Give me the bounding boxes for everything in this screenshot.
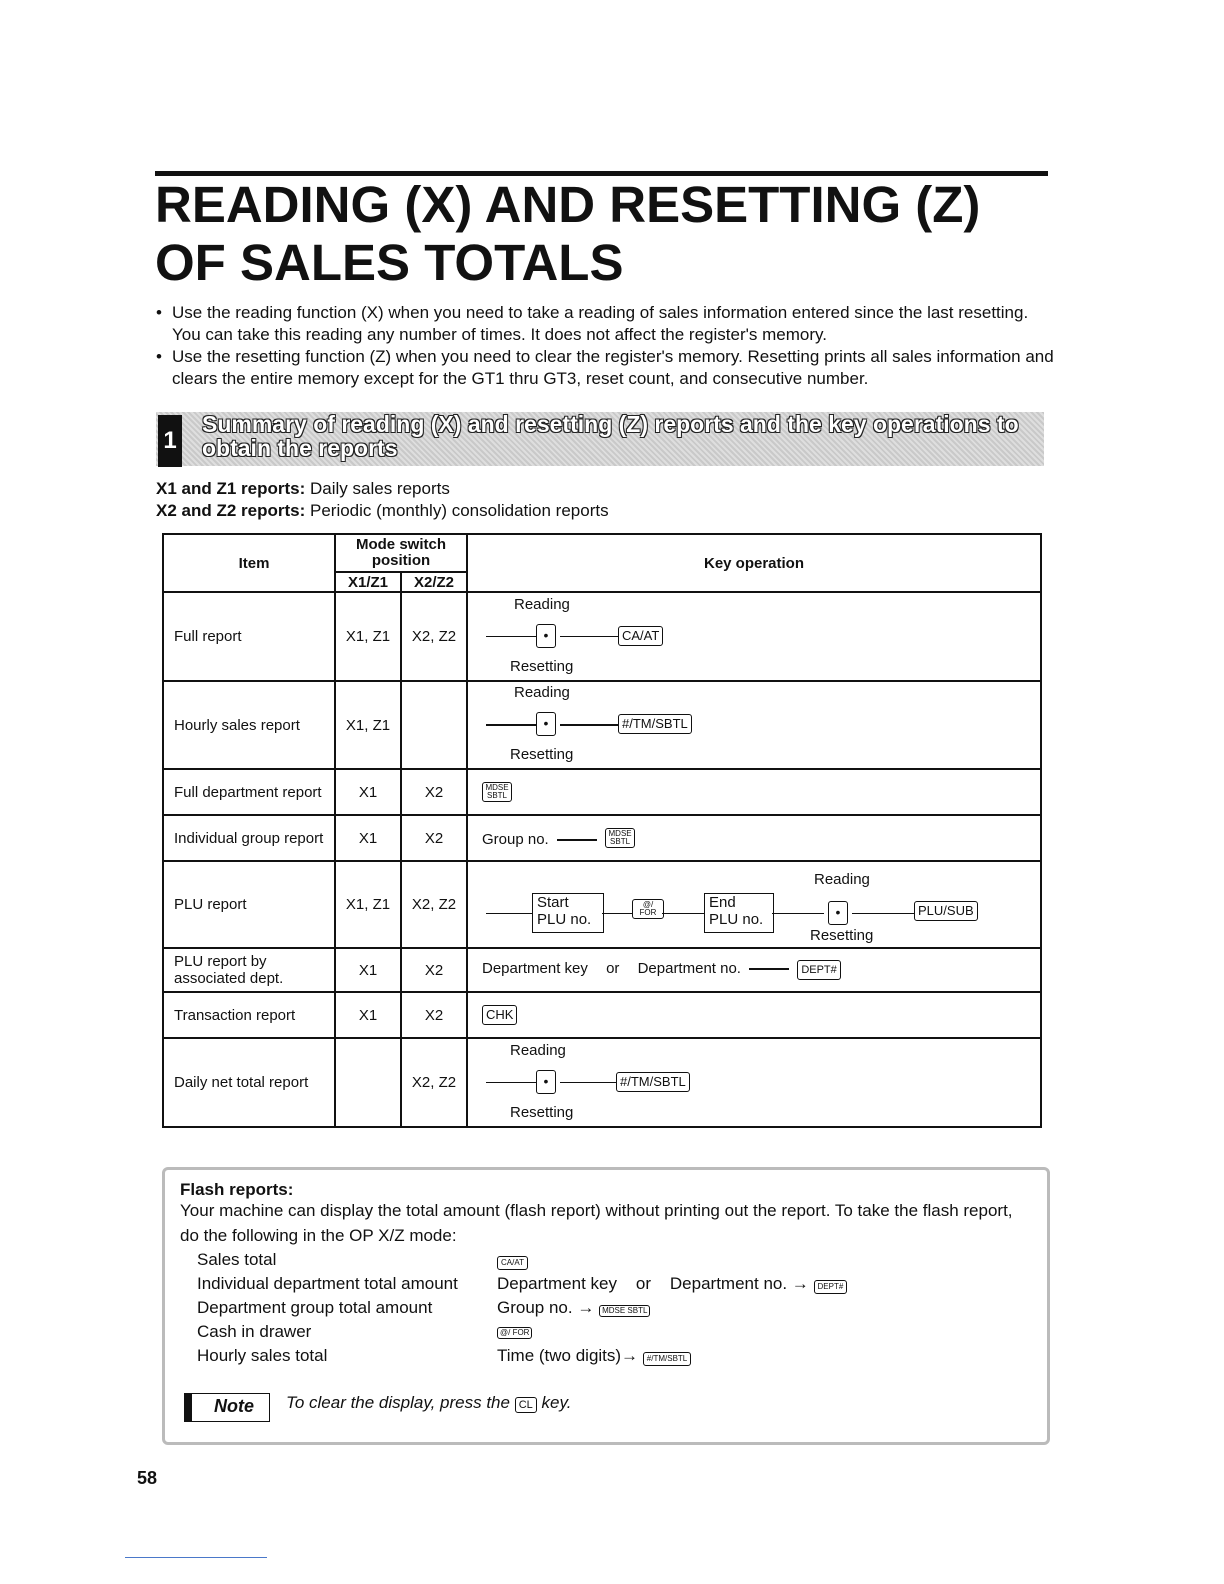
header-item: Item — [163, 534, 335, 592]
row-item: Full report — [163, 592, 335, 681]
cl-key: CL — [515, 1397, 537, 1413]
row-mode-2: X2 — [401, 948, 467, 992]
ca-at-key: CA/AT — [618, 626, 663, 646]
page-title — [155, 176, 980, 292]
table-row — [163, 592, 1041, 681]
flash-row-label: Hourly sales total — [197, 1346, 328, 1365]
table-row — [163, 815, 1041, 861]
department-no-label: Department no. — [637, 960, 741, 977]
flow-arrow — [486, 913, 532, 915]
decimal-point-key: • — [828, 901, 848, 925]
flash-row-label: Sales total — [197, 1250, 277, 1269]
row-mode-2: X2 — [401, 769, 467, 815]
row-mode-1: X1, Z1 — [335, 681, 401, 769]
flow-arrow — [560, 724, 618, 726]
for-key: @/ FOR — [497, 1327, 532, 1339]
row-item: Daily net total report — [163, 1038, 335, 1127]
flow-arrow — [557, 839, 597, 841]
page-number: 58 — [137, 1468, 158, 1488]
start-label: Start — [537, 893, 569, 911]
flash-row-label: Individual department total amount — [197, 1274, 458, 1293]
table-row — [163, 1038, 1041, 1127]
or-label: or — [606, 960, 620, 977]
start-plu-box — [532, 893, 604, 933]
tm-sbtl-key: #/TM/SBTL — [616, 1072, 690, 1092]
flash-row-label: Cash in drawer — [197, 1322, 312, 1341]
decimal-point-key: • — [536, 624, 556, 648]
dept-key: DEPT# — [797, 960, 840, 980]
reading-label: Reading — [514, 595, 570, 613]
flash-description: Your machine can display the total amount (flash report) without printing out the report. To take the flash report, do the following in the OP X/Z mode: — [180, 1201, 1013, 1245]
row-item: Hourly sales report — [163, 681, 335, 769]
flow-arrow — [560, 636, 618, 638]
note-badge-bar — [184, 1393, 192, 1422]
flash-value-text: Group no. → — [497, 1298, 595, 1317]
for-key: @/ FOR — [632, 899, 664, 919]
chk-key: CHK — [482, 1005, 517, 1025]
flow-arrow — [486, 636, 536, 638]
ca-at-key: CA/AT — [497, 1256, 528, 1270]
row-mode-2: X2 — [401, 992, 467, 1038]
reading-label: Reading — [510, 1041, 566, 1059]
table-row — [163, 861, 1041, 948]
row-mode-1: X1, Z1 — [335, 592, 401, 681]
resetting-label: Resetting — [510, 1103, 574, 1121]
mdse-sbtl-key: MDSE SBTL — [599, 1305, 650, 1317]
title-line-1: READING (X) AND RESETTING (Z) — [155, 176, 981, 233]
flow-arrow — [662, 913, 704, 915]
row-mode-2: X2, Z2 — [401, 861, 467, 948]
plu-no-label: PLU no. — [537, 910, 592, 928]
decimal-point-key: • — [536, 1070, 556, 1094]
row-mode-2: X2 — [401, 815, 467, 861]
key-operation — [467, 992, 1041, 1038]
section-number: 1 — [158, 415, 182, 467]
title-line-2: OF SALES TOTALS — [155, 234, 624, 291]
decimal-point-key: • — [536, 712, 556, 736]
header-key-operation: Key operation — [467, 534, 1041, 592]
resetting-label: Resetting — [510, 746, 574, 763]
flash-row-value — [497, 1346, 691, 1366]
row-mode-2 — [401, 681, 467, 769]
bullet-item: • Use the resetting function (Z) when you need to clear the register's memory. Resetting prints all sales information and clears the entire memory except for the GT1 thru GT3, reset count, and consecutive number. — [156, 346, 1056, 390]
flash-title: Flash reports: — [180, 1180, 294, 1199]
note-text-before: To clear the display, press the — [286, 1393, 510, 1412]
flow-arrow — [486, 724, 536, 726]
section-title: Summary of reading (X) and resetting (Z) reports and the key operations to obtain the reports — [202, 411, 1019, 461]
resetting-label: Resetting — [810, 926, 874, 944]
table-row — [163, 992, 1041, 1038]
row-mode-1: X1 — [335, 769, 401, 815]
end-plu-box — [704, 893, 774, 933]
row-item: Transaction report — [163, 992, 335, 1038]
note-text — [286, 1393, 571, 1413]
row-item: PLU report — [163, 861, 335, 948]
key-operation — [467, 815, 1041, 861]
flow-arrow — [749, 968, 789, 970]
flash-row-value — [497, 1250, 528, 1270]
key-operation — [467, 769, 1041, 815]
flow-arrow — [852, 913, 914, 915]
flow-arrow — [772, 913, 824, 915]
end-label: End — [709, 893, 736, 911]
x2-label: X2 and Z2 reports: — [156, 501, 306, 520]
row-item: Full department report — [163, 769, 335, 815]
note-label: Note — [214, 1396, 254, 1416]
x2-text: Periodic (monthly) consolidation reports — [310, 501, 609, 520]
x1-text: Daily sales reports — [310, 479, 450, 498]
department-key-label: Department key — [482, 960, 588, 977]
flow-arrow — [486, 1082, 536, 1084]
flash-value-text: Time (two digits)→ — [497, 1346, 639, 1365]
row-mode-1: X1, Z1 — [335, 861, 401, 948]
row-mode-2: X2, Z2 — [401, 592, 467, 681]
note-text-after: key. — [541, 1393, 572, 1412]
report-table — [162, 533, 1042, 1128]
key-operation — [467, 681, 1041, 769]
plu-sub-key: PLU/SUB — [914, 901, 978, 921]
row-mode-1: X1 — [335, 815, 401, 861]
row-mode-1 — [335, 1038, 401, 1127]
key-operation — [467, 1038, 1041, 1127]
group-no-label: Group no. — [482, 831, 549, 848]
row-mode-1: X1 — [335, 948, 401, 992]
table-row — [163, 681, 1041, 769]
row-mode-1: X1 — [335, 992, 401, 1038]
flash-row-value — [497, 1274, 847, 1294]
header-x2z2: X2/Z2 — [401, 572, 467, 592]
key-operation — [467, 592, 1041, 681]
flash-value-text: Department key or Department no. → — [497, 1274, 809, 1293]
mdse-sbtl-key: MDSE SBTL — [482, 782, 512, 802]
flash-row-value — [497, 1320, 532, 1340]
reading-label: Reading — [514, 684, 570, 701]
report-types — [156, 478, 609, 522]
tm-sbtl-key: #/TM/SBTL — [618, 714, 692, 734]
plu-no-label: PLU no. — [709, 910, 764, 928]
row-item: Individual group report — [163, 815, 335, 861]
reading-label: Reading — [814, 870, 870, 888]
flash-row-value — [497, 1298, 650, 1318]
x1-label: X1 and Z1 reports: — [156, 479, 306, 498]
footer-rule — [125, 1557, 267, 1558]
header-mode: Mode switch position — [335, 534, 467, 572]
key-operation — [467, 861, 1041, 948]
tm-sbtl-key: #/TM/SBTL — [643, 1352, 691, 1366]
intro-bullets — [156, 302, 1056, 390]
table-row — [163, 769, 1041, 815]
key-operation — [467, 948, 1041, 992]
flow-arrow — [602, 913, 632, 915]
resetting-label: Resetting — [510, 657, 574, 675]
flash-row-label: Department group total amount — [197, 1298, 433, 1317]
row-mode-2: X2, Z2 — [401, 1038, 467, 1127]
flow-arrow — [560, 1082, 616, 1084]
mdse-sbtl-key: MDSE SBTL — [605, 828, 635, 848]
dept-key: DEPT# — [814, 1280, 848, 1294]
header-x1z1: X1/Z1 — [335, 572, 401, 592]
table-row — [163, 948, 1041, 992]
row-item: PLU report by associated dept. — [163, 948, 335, 992]
bullet-item: • Use the reading function (X) when you need to take a reading of sales information entered since the last resetting. You can take this reading any number of times. It does not affect the register's memory. — [156, 302, 1056, 346]
